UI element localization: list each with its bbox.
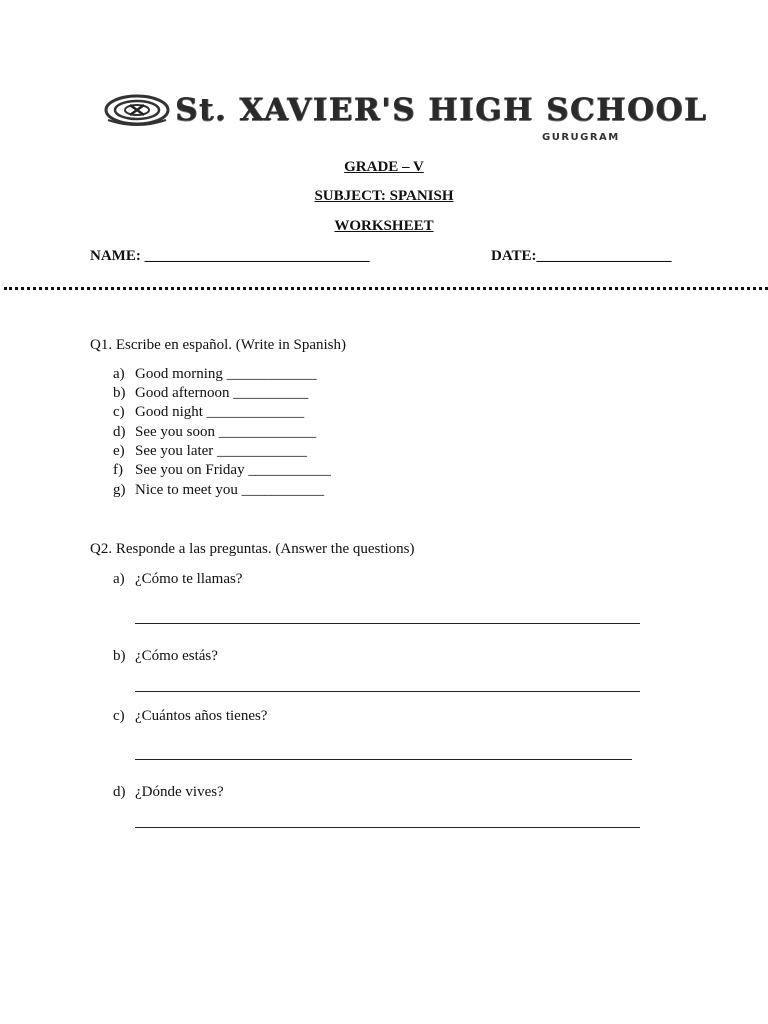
- worksheet-heading: WORKSHEET: [334, 218, 434, 234]
- school-city: GURUGRAM: [542, 132, 620, 143]
- item-text: ¿Cuántos años tienes?: [135, 708, 268, 724]
- divider: [4, 287, 768, 290]
- answer-line-a[interactable]: [135, 623, 640, 624]
- item-text: ¿Dónde vives?: [135, 784, 224, 800]
- answer-line-c[interactable]: [135, 759, 632, 760]
- item-text: Good morning ____________: [135, 366, 317, 382]
- item-letter: g): [113, 482, 126, 498]
- item-text: See you soon _____________: [135, 424, 317, 440]
- item-letter: b): [113, 385, 126, 401]
- name-field[interactable]: NAME: ______________________________: [90, 248, 370, 264]
- item-text: Good night _____________: [135, 404, 305, 420]
- date-field[interactable]: DATE:__________________: [491, 248, 672, 264]
- item-letter: a): [113, 571, 125, 587]
- item-letter: a): [113, 366, 125, 382]
- q2-title: Q2. Responde a las preguntas. (Answer the questions): [90, 541, 415, 557]
- item-text: See you later ____________: [135, 443, 308, 459]
- item-text: ¿Cómo estás?: [135, 648, 218, 664]
- item-letter: c): [113, 708, 125, 724]
- item-letter: d): [113, 784, 126, 800]
- school-name: St. XAVIER'S HIGH SCHOOL: [175, 92, 708, 128]
- q1-title: Q1. Escribe en español. (Write in Spanish): [90, 337, 346, 353]
- school-crest-icon: [104, 93, 170, 127]
- item-letter: f): [113, 462, 123, 478]
- item-text: See you on Friday ___________: [135, 462, 331, 478]
- item-text: Good afternoon __________: [135, 385, 309, 401]
- item-letter: e): [113, 443, 125, 459]
- item-text: Nice to meet you ___________: [135, 482, 325, 498]
- item-letter: c): [113, 404, 125, 420]
- item-letter: b): [113, 648, 126, 664]
- item-text: ¿Cómo te llamas?: [135, 571, 243, 587]
- answer-line-d[interactable]: [135, 827, 640, 828]
- item-letter: d): [113, 424, 126, 440]
- answer-line-b[interactable]: [135, 691, 640, 692]
- grade-heading: GRADE – V: [344, 159, 424, 175]
- subject-heading: SUBJECT: SPANISH: [314, 188, 454, 204]
